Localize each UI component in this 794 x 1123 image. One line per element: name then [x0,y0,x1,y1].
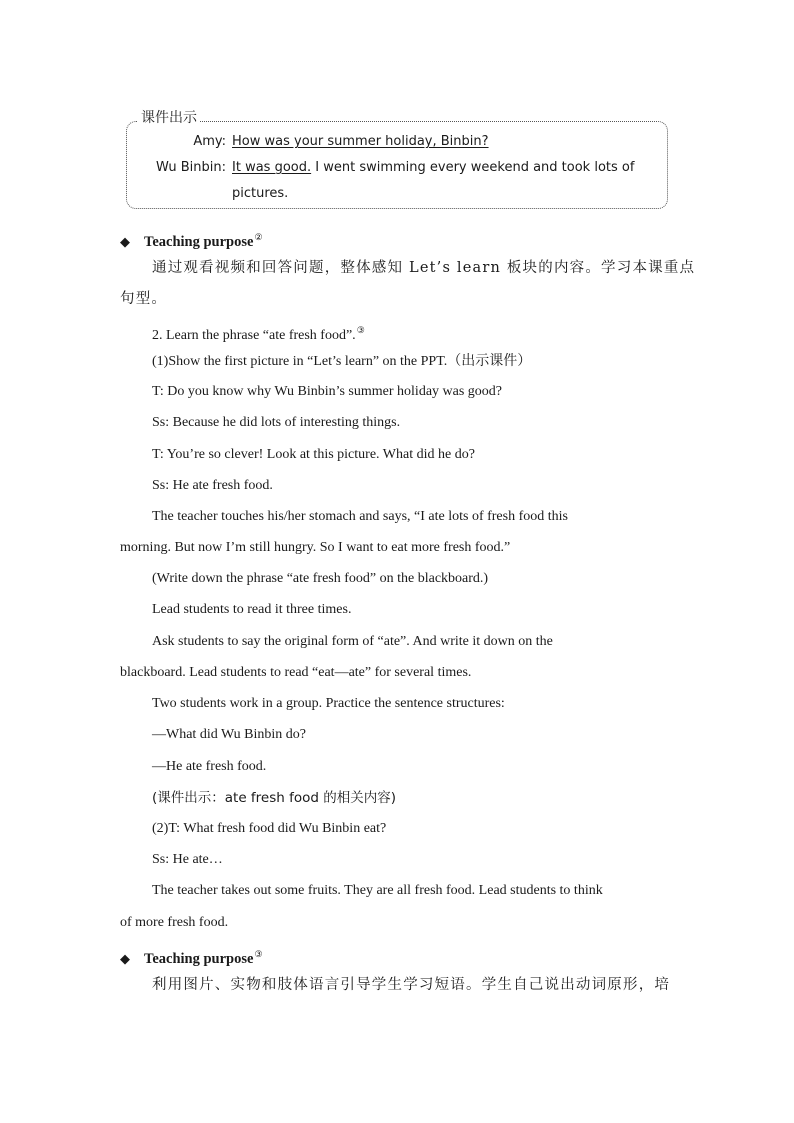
footnote-mark: ③ [254,949,263,959]
show-courseware-note: （出示课件） [447,353,532,369]
answer-line: —He ate fresh food. [152,759,267,774]
teaching-purpose-heading-2 [120,944,263,969]
ask-line-2: blackboard. Lead students to read “eat—ate” for several times. [120,665,472,680]
step-2-line [152,320,365,346]
pair-work-line: Two students work in a group. Practice the sentence structures: [152,696,505,711]
students-line-2: Ss: He ate fresh food. [152,478,273,493]
paragraph-2-line-1: The teacher takes out some fruits. They are all fresh food. Lead students to think [152,883,603,898]
purpose-2-line-1: 利用图片、实物和肢体语言引导学生学习短语。学生自己说出动词原形，培 [152,977,671,993]
wu-binbin-line [232,159,634,177]
paragraph-1-line-2: morning. But now I’m still hungry. So I want to eat more fresh food.” [120,540,511,555]
courseware-note-line: (课件出示：ate fresh food 的相关内容) [152,790,397,806]
write-phrase-line: (Write down the phrase “ate fresh food” on the blackboard.) [152,571,489,586]
paragraph-2-line-2: of more fresh food. [120,915,229,930]
speaker-amy: Amy: [193,134,226,149]
courseware-box-label: 课件出示 [138,108,200,128]
teacher-line-3: (2)T: What fresh food did Wu Binbin eat? [152,821,387,836]
teaching-purpose-heading-1 [120,227,263,252]
students-line-3: Ss: He ate… [152,852,223,867]
wu-binbin-line-cont: pictures. [232,186,289,201]
step-2-text: 2. Learn the phrase “ate fresh food”. [152,328,356,343]
wu-underlined-text: It was good. [232,160,312,175]
question-line: —What did Wu Binbin do? [152,727,306,742]
footnote-mark: ② [254,232,263,242]
students-line-1: Ss: Because he did lots of interesting things. [152,415,401,430]
purpose-1-line-2: 句型。 [120,291,168,307]
footnote-mark: ③ [356,325,365,335]
amy-text: How was your summer holiday, Binbin? [232,134,489,149]
teacher-line-2: T: You’re so clever! Look at this picture. What did he do? [152,447,475,462]
wu-text: I went swimming every weekend and took lots of [311,160,635,175]
purpose-heading-text: Teaching purpose [144,951,254,967]
amy-line [232,133,489,151]
teacher-line-1: T: Do you know why Wu Binbin’s summer holiday was good? [152,384,503,399]
diamond-bullet-icon: ◆ [120,951,130,966]
lead-read-line: Lead students to read it three times. [152,602,352,617]
ask-line-1: Ask students to say the original form of “ate”. And write it down on the [152,634,553,649]
diamond-bullet-icon: ◆ [120,234,130,249]
purpose-heading-text: Teaching purpose [144,234,254,250]
purpose-1-line-1: 通过观看视频和回答问题，整体感知 Let’s learn 板块的内容。学习本课重点 [152,260,696,276]
paragraph-1-line-1: The teacher touches his/her stomach and says, “I ate lots of fresh food this [152,509,568,524]
show-picture-line [152,351,531,372]
show-picture-text: (1)Show the first picture in “Let’s learn” on the PPT. [152,354,448,369]
speaker-wu-binbin: Wu Binbin: [155,160,226,175]
